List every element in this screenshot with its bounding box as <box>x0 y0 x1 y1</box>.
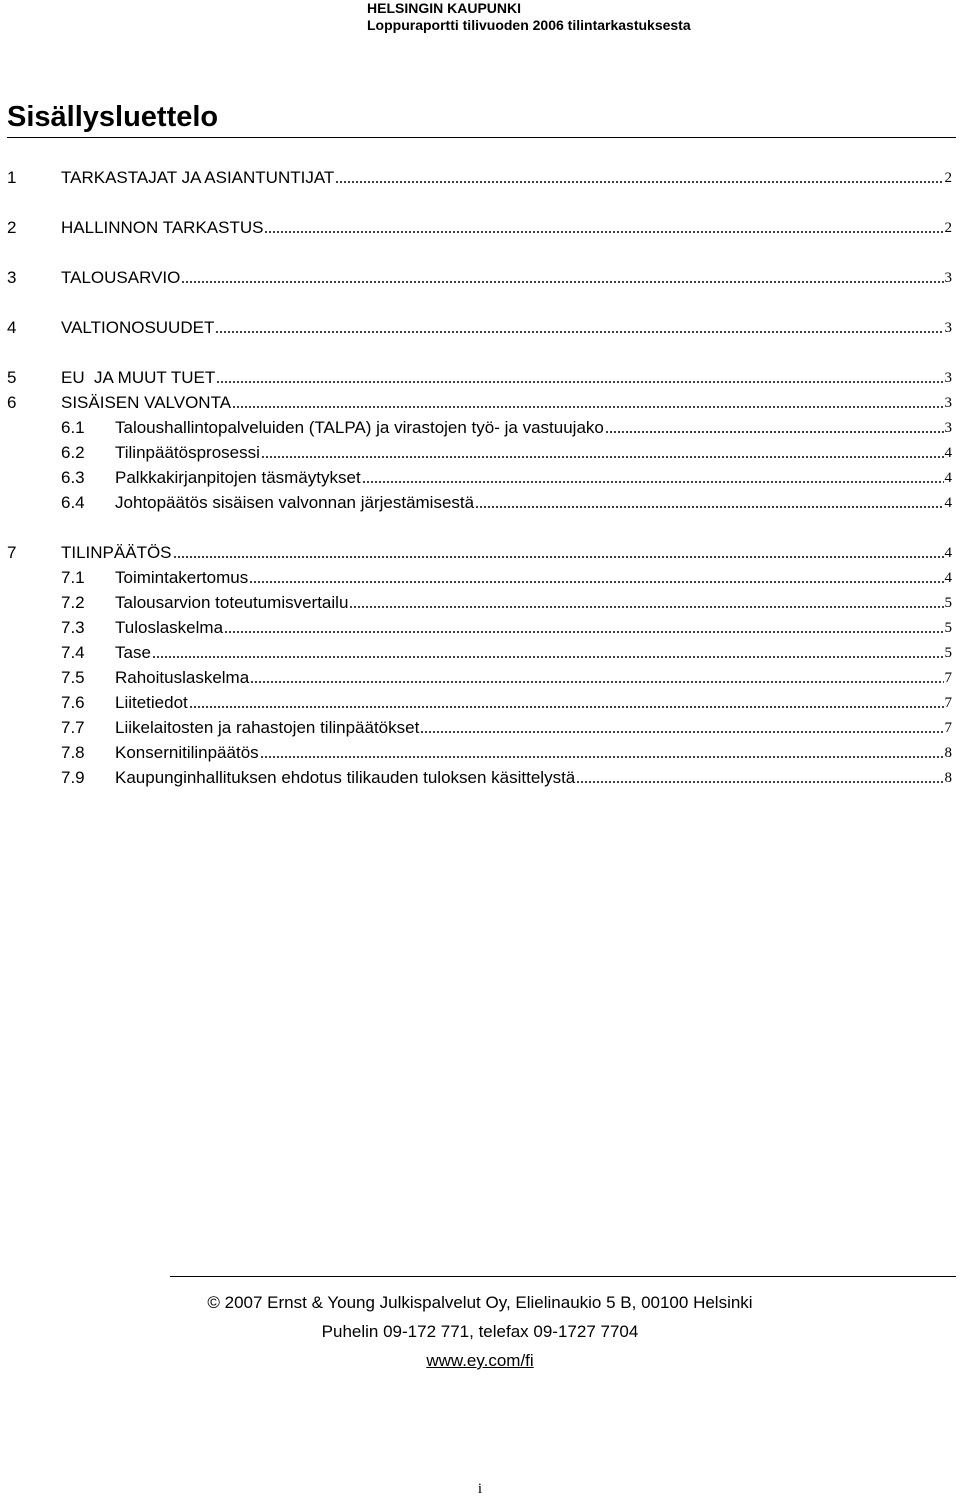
toc-dot-leader <box>181 280 943 284</box>
header-report-title: Loppuraportti tilivuoden 2006 tilintarkastuksesta <box>367 17 691 33</box>
footer-website-line <box>0 1349 960 1373</box>
footer-contact: Puhelin 09-172 771, telefax 09-1727 7704 <box>321 1322 639 1341</box>
toc-entry-page: 7 <box>944 670 952 686</box>
toc-entry-page: 4 <box>944 445 952 461</box>
toc-entry-number: 3 <box>7 268 17 287</box>
page-number: i <box>477 1481 483 1497</box>
toc-entry-page: 3 <box>944 395 952 411</box>
toc-entry-label: TALOUSARVIO <box>61 268 181 287</box>
toc-subentry[interactable] <box>0 741 960 765</box>
toc-entry[interactable] <box>0 541 960 565</box>
toc-entry-label: Konsernitilinpäätös <box>115 743 259 762</box>
toc-dot-leader <box>215 330 943 334</box>
toc-entry-page: 7 <box>944 695 952 711</box>
toc-dot-leader <box>216 380 943 384</box>
toc-subentry[interactable] <box>0 566 960 590</box>
toc-dot-leader <box>189 705 944 709</box>
toc-subentry[interactable] <box>0 666 960 690</box>
toc-dot-leader <box>475 505 943 509</box>
toc-entry-number: 6.2 <box>61 443 85 462</box>
toc-entry-number: 6.4 <box>61 493 85 512</box>
toc-subentry[interactable] <box>0 766 960 790</box>
toc-entry-label: Liitetiedot <box>115 693 188 712</box>
toc-subentry[interactable] <box>0 641 960 665</box>
toc-entry-label: TILINPÄÄTÖS <box>61 543 172 562</box>
toc-entry-number: 7.9 <box>61 768 85 787</box>
toc-entry[interactable] <box>0 266 960 290</box>
toc-entry-label: Talousarvion toteutumisvertailu <box>115 593 349 612</box>
toc-entry-label: TARKASTAJAT JA ASIANTUNTIJAT <box>61 168 335 187</box>
toc-entry-number: 1 <box>7 168 17 187</box>
toc-dot-leader <box>152 655 944 659</box>
toc-entry-number: 7.2 <box>61 593 85 612</box>
toc-entry-page: 3 <box>944 420 952 436</box>
toc-dot-leader <box>250 680 943 684</box>
toc-entry-label: Rahoituslaskelma <box>115 668 250 687</box>
page-title: Sisällysluettelo <box>7 101 219 133</box>
toc-entry-page: 3 <box>944 270 952 286</box>
toc-entry-number: 7.4 <box>61 643 85 662</box>
toc-dot-leader <box>576 780 943 784</box>
toc-dot-leader <box>224 630 943 634</box>
footer-copyright: © 2007 Ernst & Young Julkispalvelut Oy, Elielinaukio 5 B, 00100 Helsinki <box>207 1293 753 1312</box>
toc-subentry[interactable] <box>0 466 960 490</box>
toc-entry-label: Tilinpäätösprosessi <box>115 443 260 462</box>
toc-entry-page: 2 <box>944 220 952 236</box>
toc-entry-number: 7.1 <box>61 568 85 587</box>
header-organization: HELSINGIN KAUPUNKI <box>367 0 522 16</box>
toc-entry-label: Taloushallintopalveluiden (TALPA) ja virastojen työ- ja vastuujako <box>115 418 604 437</box>
toc-entry-label: EU JA MUUT TUET <box>61 368 216 387</box>
running-header <box>367 0 691 34</box>
toc-dot-leader <box>249 580 943 584</box>
footer-divider <box>170 1276 956 1277</box>
toc-entry-label: Johtopäätös sisäisen valvonnan järjestämisestä <box>115 493 475 512</box>
toc-entry-label: Tuloslaskelma <box>115 618 224 637</box>
toc-entry[interactable] <box>0 391 960 415</box>
toc-entry[interactable] <box>0 366 960 390</box>
toc-subentry[interactable] <box>0 591 960 615</box>
toc-entry-page: 7 <box>944 720 952 736</box>
toc-entry-label: Palkkakirjanpitojen täsmäytykset <box>115 468 361 487</box>
toc-dot-leader <box>261 455 944 459</box>
toc-entry-page: 8 <box>944 745 952 761</box>
toc-dot-leader <box>260 755 944 759</box>
toc-entry-number: 7.8 <box>61 743 85 762</box>
toc-entry-page: 5 <box>944 595 952 611</box>
toc-entry-number: 6.1 <box>61 418 85 437</box>
toc-entry-number: 7.7 <box>61 718 85 737</box>
toc-entry-page: 4 <box>944 470 952 486</box>
toc-entry-page: 4 <box>944 570 952 586</box>
toc-entry-page: 4 <box>944 545 952 561</box>
toc-entry-page: 2 <box>944 170 952 186</box>
toc-entry-label: SISÄISEN VALVONTA <box>61 393 232 412</box>
toc-subentry[interactable] <box>0 616 960 640</box>
toc-dot-leader <box>264 230 943 234</box>
toc-entry-number: 6.3 <box>61 468 85 487</box>
toc-entry[interactable] <box>0 166 960 190</box>
toc-entry-label: Toimintakertomus <box>115 568 249 587</box>
title-divider <box>7 137 956 138</box>
toc-entry-number: 5 <box>7 368 17 387</box>
toc-subentry[interactable] <box>0 416 960 440</box>
toc-entry-label: VALTIONOSUUDET <box>61 318 215 337</box>
toc-dot-leader <box>362 480 944 484</box>
toc-entry-label: Liikelaitosten ja rahastojen tilinpäätökset <box>115 718 420 737</box>
toc-entry-number: 7.3 <box>61 618 85 637</box>
toc-subentry[interactable] <box>0 491 960 515</box>
toc-entry[interactable] <box>0 216 960 240</box>
toc-subentry[interactable] <box>0 716 960 740</box>
toc-dot-leader <box>335 180 943 184</box>
toc-entry-label: Kaupunginhallituksen ehdotus tilikauden tuloksen käsittelystä <box>115 768 576 787</box>
toc-dot-leader <box>420 730 943 734</box>
toc-dot-leader <box>605 430 944 434</box>
toc-entry-label: Tase <box>115 643 151 662</box>
toc-entry-page: 3 <box>944 370 952 386</box>
toc-entry-number: 7.5 <box>61 668 85 687</box>
toc-entry-page: 3 <box>944 320 952 336</box>
toc-entry-page: 8 <box>944 770 952 786</box>
toc-entry-number: 7 <box>7 543 17 562</box>
toc-entry-page: 4 <box>944 495 952 511</box>
toc-entry-number: 6 <box>7 393 17 412</box>
toc-dot-leader <box>349 605 943 609</box>
footer-website-link[interactable]: www.ey.com/fi <box>426 1351 534 1370</box>
toc-entry-label: HALLINNON TARKASTUS <box>61 218 264 237</box>
toc-entry-number: 2 <box>7 218 17 237</box>
toc-entry-number: 4 <box>7 318 17 337</box>
toc-entry-page: 5 <box>944 620 952 636</box>
toc-subentry[interactable] <box>0 691 960 715</box>
toc-entry-page: 5 <box>944 645 952 661</box>
toc-subentry[interactable] <box>0 441 960 465</box>
toc-dot-leader <box>173 555 944 559</box>
toc-entry[interactable] <box>0 316 960 340</box>
toc-dot-leader <box>232 405 943 409</box>
toc-entry-number: 7.6 <box>61 693 85 712</box>
